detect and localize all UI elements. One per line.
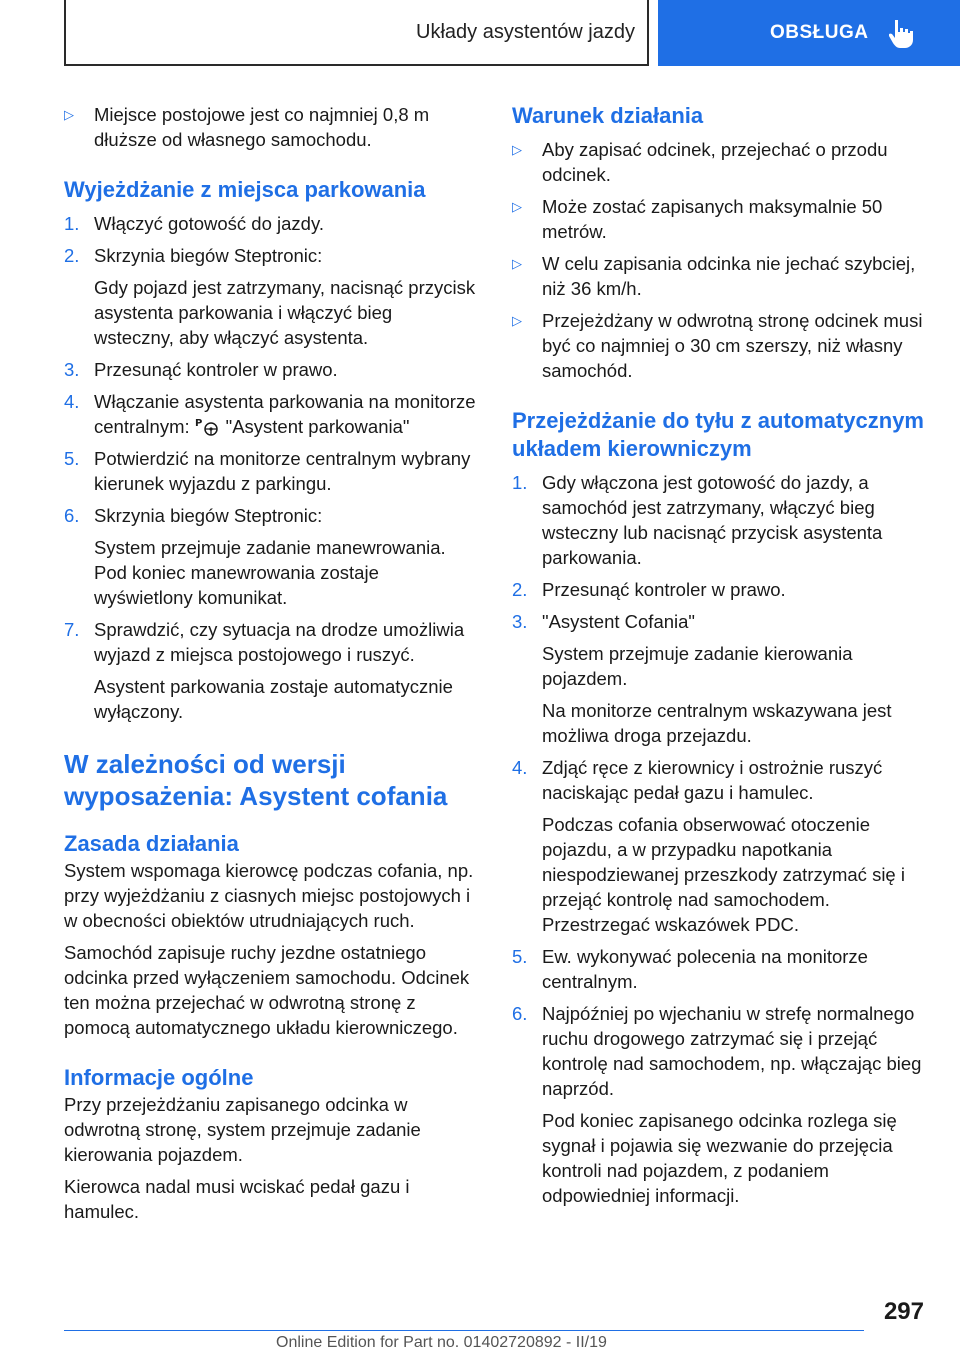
heading-condition: Warunek działania [512, 103, 704, 128]
paragraph: Przy przejeżdżaniu zapisanego odcinka w odwrotną stronę, system przejmuje zadanie kierowania pojazdem. [64, 1094, 421, 1165]
bullet-item [512, 137, 928, 187]
left-column [64, 102, 476, 1224]
footer-divider [64, 1330, 864, 1331]
step-text: Ew. wykonywać polecenia na monitorze centralnym. [542, 946, 868, 992]
step-text: Przesunąć kontroler w prawo. [94, 359, 338, 380]
step-text: Przesunąć kontroler w prawo. [542, 579, 786, 600]
step-number: 1. [64, 213, 80, 234]
step-text: Najpóźniej po wjechaniu w strefę normalnego ruchu drogowego zatrzymać się i przejąć kontrolę nad samochodem, np. włączając bieg naprzód. [542, 1003, 922, 1099]
step-text: Gdy włączona jest gotowość do jazdy, a samochód jest zatrzymany, włączyć bieg wsteczny lub nacisnąć przycisk asystenta parkowania. [542, 472, 883, 568]
triangle-bullet-icon: ▷ [512, 256, 522, 271]
step-number: 6. [64, 505, 80, 526]
step-text: Włączyć gotowość do jazdy. [94, 213, 324, 234]
list-item [64, 446, 476, 496]
bullet-text: Przejeżdżany w odwrotną stronę odcinek musi być co najmniej o 30 cm szerszy, niż własny samochód. [542, 310, 923, 381]
list-item [512, 755, 928, 805]
paragraph: Samochód zapisuje ruchy jezdne ostatniego odcinka przed wyłączeniem samochodu. Odcinek ten można przejechać w odwrotną stronę z pomocą automatycznego układu kierowniczego. [64, 942, 470, 1038]
step-text: Sprawdzić, czy sytuacja na drodze umożliwia wyjazd z miejsca postojowego i ruszyć. [94, 619, 465, 665]
list-item [512, 944, 928, 994]
step-subtext: Podczas cofania obserwować otoczenie pojazdu, a w przypadku napotkania niespodziewanej przeszkody zatrzymać się i przejąć kontrolę nad samochodem. Przestrzegać wskazówek PDC. [542, 814, 905, 935]
step-subtext: System przejmuje zadanie manewrowania. Pod koniec manewrowania zostaje wyświetlony komunikat. [94, 537, 446, 608]
step-text: Skrzynia biegów Steptronic: [94, 245, 323, 266]
svg-text:P: P [194, 418, 202, 429]
section-title: Układy asystentów jazdy [416, 20, 635, 43]
bullet-text: Miejsce postojowe jest co najmniej 0,8 m dłuższe od własnego samochodu. [94, 104, 430, 150]
step-number: 2. [64, 245, 80, 266]
step-number: 1. [512, 472, 528, 493]
triangle-bullet-icon: ▷ [64, 107, 74, 122]
step-number: 7. [64, 619, 80, 640]
list-item [64, 617, 476, 667]
step-text: Zdjąć ręce z kierownicy i ostrożnie ruszyć naciskając pedał gazu i hamulec. [542, 757, 883, 803]
footer-edition: Online Edition for Part no. 01402720892 - II/19 [276, 1334, 607, 1351]
right-column [512, 102, 928, 1208]
bullet-text: W celu zapisania odcinka nie jechać szybciej, niż 36 km/h. [542, 253, 916, 299]
step-text: "Asystent Cofania" [542, 611, 695, 632]
step-subtext: Pod koniec zapisanego odcinka rozlega się sygnał i pojawia się wezwanie do przejęcia kontroli nad pojazdem, z podaniem odpowiedniej informacji. [542, 1110, 897, 1206]
step-number: 4. [64, 391, 80, 412]
bullet-text: Aby zapisać odcinek, przejechać o przodu odcinek. [542, 139, 888, 185]
list-item [64, 503, 476, 528]
list-item [512, 1001, 928, 1101]
bullet-item [512, 251, 928, 301]
step-number: 5. [512, 946, 528, 967]
step-subtext: System przejmuje zadanie kierowania pojazdem. [542, 643, 853, 689]
step-subtext: Na monitorze centralnym wskazywana jest możliwa droga przejazdu. [542, 700, 892, 746]
step-number: 3. [64, 359, 80, 380]
step-text [94, 389, 476, 439]
heading-principle: Zasada działania [64, 831, 239, 856]
list-item [64, 389, 476, 439]
paragraph: System wspomaga kierowcę podczas cofania, np. przy wyjeżdżaniu z ciasnych miejsc postojowych i w obecności obiektów utrudniających ruch. [64, 860, 474, 931]
step-subtext: Asystent parkowania zostaje automatycznie wyłączony. [94, 676, 453, 722]
paragraph: Kierowca nadal musi wciskać pedał gazu i hamulec. [64, 1176, 410, 1222]
chapter-tab [658, 0, 960, 66]
parking-assistant-icon [193, 416, 223, 436]
list-item [64, 243, 476, 268]
list-item [64, 211, 476, 236]
step-number: 4. [512, 757, 528, 778]
page-number: 297 [883, 1298, 924, 1325]
step-number: 5. [64, 448, 80, 469]
heading-exit-parking: Wyjeżdżanie z miejsca parkowania [64, 177, 426, 202]
hand-pointer-icon [889, 18, 915, 48]
bullet-item [512, 194, 928, 244]
list-item [64, 357, 476, 382]
page-header [64, 0, 960, 66]
heading-general-info: Informacje ogólne [64, 1065, 254, 1090]
step-number: 3. [512, 611, 528, 632]
list-item [512, 577, 928, 602]
heading-reverse-assistant: W zależności od wersji wyposażenia: Asystent cofania [64, 749, 448, 811]
triangle-bullet-icon: ▷ [512, 142, 522, 157]
triangle-bullet-icon: ▷ [512, 313, 522, 328]
step-subtext: Gdy pojazd jest zatrzymany, nacisnąć przycisk asystenta parkowania i włączyć bieg wsteczny, aby włączyć asystenta. [94, 277, 476, 348]
bullet-item [64, 102, 476, 152]
bullet-item [512, 308, 928, 383]
chapter-title: OBSŁUGA [770, 22, 869, 43]
list-item [512, 609, 928, 634]
bullet-text: Może zostać zapisanych maksymalnie 50 metrów. [542, 196, 883, 242]
list-item [512, 470, 928, 570]
step-text-a: Włączanie asystenta parkowania na monitorze centralnym: [94, 391, 476, 437]
step-text: Skrzynia biegów Steptronic: [94, 505, 323, 526]
heading-reverse-steering: Przejeżdżanie do tyłu z automatycznym układem kierowniczym [512, 408, 924, 461]
step-number: 2. [512, 579, 528, 600]
triangle-bullet-icon: ▷ [512, 199, 522, 214]
step-number: 6. [512, 1003, 528, 1024]
step-text-b: "Asystent parkowania" [225, 416, 410, 437]
step-text: Potwierdzić na monitorze centralnym wybrany kierunek wyjazdu z parkingu. [94, 448, 471, 494]
section-title-box [64, 0, 649, 66]
